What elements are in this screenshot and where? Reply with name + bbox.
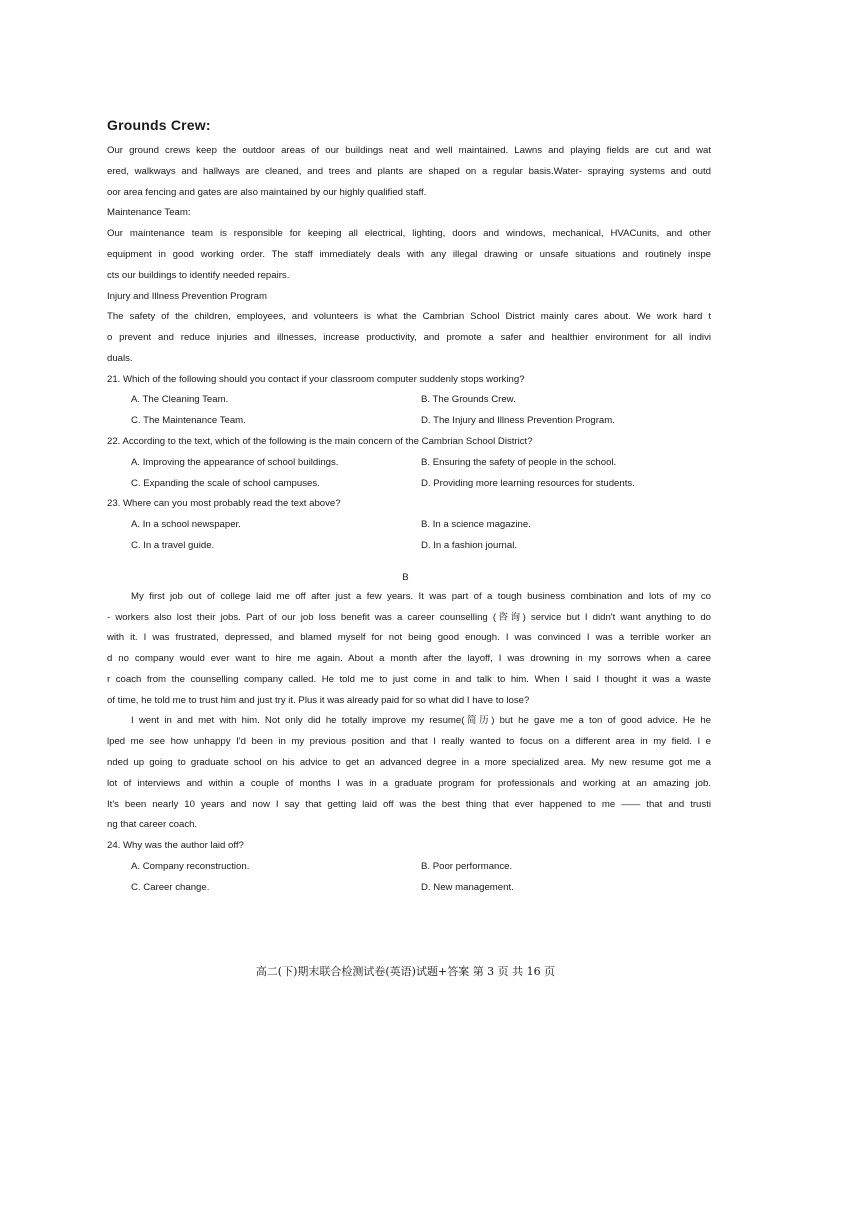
question-24-option-b: B. Poor performance. bbox=[421, 861, 513, 872]
question-21-stem: 21. Which of the following should you contact if your classroom computer suddenly stops working? bbox=[107, 374, 525, 385]
passage-b-p1-line-4: d no company would ever want to hire me again. About a month after the layoff, I was drowning in my sorrows when a caree bbox=[107, 653, 711, 664]
injury-line-1: The safety of the children, employees, and volunteers is what the Cambrian School District mainly cares about. We work hard t bbox=[107, 311, 711, 322]
passage-b-p2-line-1: I went in and met with him. Not only did he totally improve my resume(简历) but he gave me a ton of good advice. He he bbox=[131, 715, 711, 726]
question-23-option-b: B. In a science magazine. bbox=[421, 519, 531, 530]
passage-b-p2-line-4: lot of interviews and within a couple of months I was in a graduate program for professionals and working at an amazing job. bbox=[107, 778, 711, 789]
question-22-stem: 22. According to the text, which of the following is the main concern of the Cambrian School District? bbox=[107, 436, 533, 447]
passage-b-p1-line-3: with it. I was frustrated, depressed, and blamed myself for not being good enough. I was convinced I was a terrible worker an bbox=[107, 632, 711, 643]
grounds-line-1: Our ground crews keep the outdoor areas of our buildings neat and well maintained. Lawns and playing fields are cut and wat bbox=[107, 145, 711, 156]
question-21-option-d: D. The Injury and Illness Prevention Program. bbox=[421, 415, 615, 426]
passage-b-p2-line-2: lped me see how unhappy I'd been in my previous position and that I really wanted to focus on a different area in my field. I e bbox=[107, 736, 711, 747]
passage-b-p1-line-2: - workers also lost their jobs. Part of our job loss benefit was a career counselling (咨询) service but I didn't want anything to do bbox=[107, 612, 711, 623]
maintenance-heading: Maintenance Team: bbox=[107, 207, 191, 218]
question-24-option-c: C. Career change. bbox=[131, 882, 210, 893]
question-23-option-a: A. In a school newspaper. bbox=[131, 519, 241, 530]
grounds-crew-heading: Grounds Crew: bbox=[107, 117, 211, 133]
injury-line-2: o prevent and reduce injuries and illnesses, increase productivity, and promote a safer and healthier environment for all indivi bbox=[107, 332, 711, 343]
question-21-option-b: B. The Grounds Crew. bbox=[421, 394, 516, 405]
passage-b-p2-line-3: nded up going to graduate school on his advice to get an advanced degree in a more specialized area. My new resume got me a bbox=[107, 757, 711, 768]
question-22-option-d: D. Providing more learning resources for students. bbox=[421, 478, 635, 489]
section-b-marker: B bbox=[402, 572, 409, 583]
question-22-option-c: C. Expanding the scale of school campuses. bbox=[131, 478, 320, 489]
question-23-stem: 23. Where can you most probably read the text above? bbox=[107, 498, 341, 509]
passage-b-p2-line-6: ng that career coach. bbox=[107, 819, 198, 830]
injury-line-3: duals. bbox=[107, 353, 133, 364]
question-23-option-d: D. In a fashion journal. bbox=[421, 540, 517, 551]
question-21-option-a: A. The Cleaning Team. bbox=[131, 394, 229, 405]
question-23-option-c: C. In a travel guide. bbox=[131, 540, 215, 551]
grounds-line-3: oor area fencing and gates are also maintained by our highly qualified staff. bbox=[107, 187, 427, 198]
passage-b-p1-line-6: of time, he told me to trust him and just try it. Plus it was already paid for so what did I have to lose? bbox=[107, 695, 530, 706]
question-22-option-b: B. Ensuring the safety of people in the school. bbox=[421, 457, 617, 468]
maintenance-line-1: Our maintenance team is responsible for keeping all electrical, lighting, doors and windows, mechanical, HVACunits, and other bbox=[107, 228, 711, 239]
passage-b-p1-line-1: My first job out of college laid me off after just a few years. It was part of a tough business combination and lots of my co bbox=[131, 591, 711, 602]
passage-b-p2-line-5: It's been nearly 10 years and now I say that getting laid off was the best thing that ever happened to me —— that and trusti bbox=[107, 799, 711, 810]
page-footer: 高二(下)期末联合检测试卷(英语)试题+答案 第 3 页 共 16 页 bbox=[255, 965, 556, 978]
injury-heading: Injury and Illness Prevention Program bbox=[107, 291, 267, 302]
question-21-option-c: C. The Maintenance Team. bbox=[131, 415, 246, 426]
question-24-stem: 24. Why was the author laid off? bbox=[107, 840, 244, 851]
maintenance-line-3: cts our buildings to identify needed repairs. bbox=[107, 270, 290, 281]
passage-b-p1-line-5: r coach from the counselling company called. He told me to just come in and talk to him. When I said I thought it was a waste bbox=[107, 674, 711, 685]
maintenance-line-2: equipment in good working order. The staff immediately deals with any illegal drawing or unsafe situations and routinely inspe bbox=[107, 249, 711, 260]
question-24-option-a: A. Company reconstruction. bbox=[131, 861, 250, 872]
question-22-option-a: A. Improving the appearance of school buildings. bbox=[131, 457, 339, 468]
question-24-option-d: D. New management. bbox=[421, 882, 514, 893]
grounds-line-2: ered, walkways and hallways are cleaned, and trees and plants are shaped on a regular basis.Water- spraying systems and outd bbox=[107, 166, 711, 177]
